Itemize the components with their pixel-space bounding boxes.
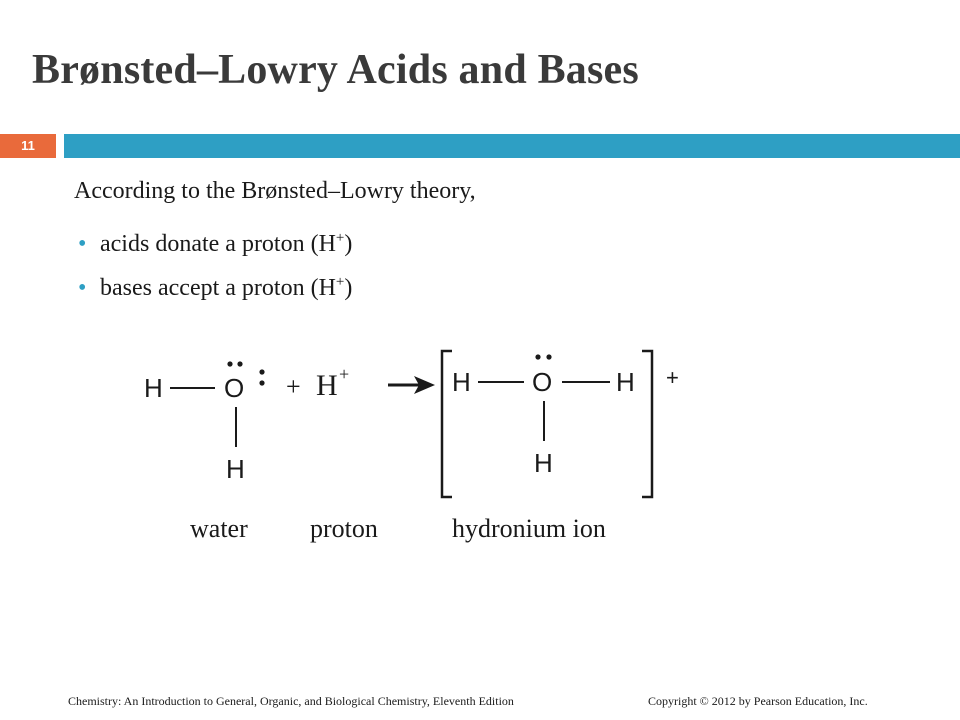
label-water: water	[190, 514, 248, 543]
bullet-bases-text: bases accept a proton (H	[100, 275, 336, 301]
hydronium-h-bottom: H	[534, 448, 553, 478]
intro-text: According to the Brønsted–Lowry theory,	[74, 178, 476, 204]
hydronium-lone-pair-dot	[546, 354, 551, 359]
bracket-left	[442, 351, 452, 497]
label-proton: proton	[310, 514, 378, 543]
water-oxygen: O	[224, 373, 245, 403]
proton-charge: +	[339, 364, 350, 384]
slide-number: 11	[21, 138, 35, 153]
hydronium-oxygen: O	[532, 367, 553, 397]
bullet-acids-text: acids donate a proton (H	[100, 231, 336, 257]
bullet-acids-charge: +	[335, 230, 345, 246]
hydronium-lone-pair-dot	[535, 354, 540, 359]
bullet-bases-charge: +	[335, 274, 345, 290]
bullet-acids-close: )	[344, 231, 353, 257]
water-lone-pair-dot	[227, 361, 232, 366]
proton-symbol: H	[316, 369, 338, 402]
footer-copyright: Copyright © 2012 by Pearson Education, Inc.	[648, 694, 868, 708]
bullet-dot: •	[78, 231, 87, 257]
hydronium-h-left: H	[452, 367, 471, 397]
bullet-acids	[78, 230, 352, 258]
slide-title: Brønsted–Lowry Acids and Bases	[32, 47, 639, 93]
hydronium-h-right: H	[616, 367, 635, 397]
water-lone-pair-dot	[237, 361, 242, 366]
bullet-bases	[78, 274, 352, 302]
water-h-bottom: H	[226, 454, 245, 484]
hydronium-charge: +	[666, 365, 679, 390]
water-lone-pair-dot	[259, 380, 264, 385]
bullet-dot: •	[78, 275, 87, 301]
water-h-left: H	[144, 373, 163, 403]
bracket-right	[642, 351, 652, 497]
reaction-diagram	[130, 345, 710, 555]
footer-book-title: Chemistry: An Introduction to General, Organic, and Biological Chemistry, Eleventh Edition	[68, 694, 514, 708]
label-hydronium-ion: hydronium ion	[452, 514, 606, 543]
water-lone-pair-dot	[259, 369, 264, 374]
header-accent-bar	[64, 134, 960, 158]
plus-sign: +	[286, 372, 301, 401]
bullet-bases-close: )	[344, 275, 353, 301]
